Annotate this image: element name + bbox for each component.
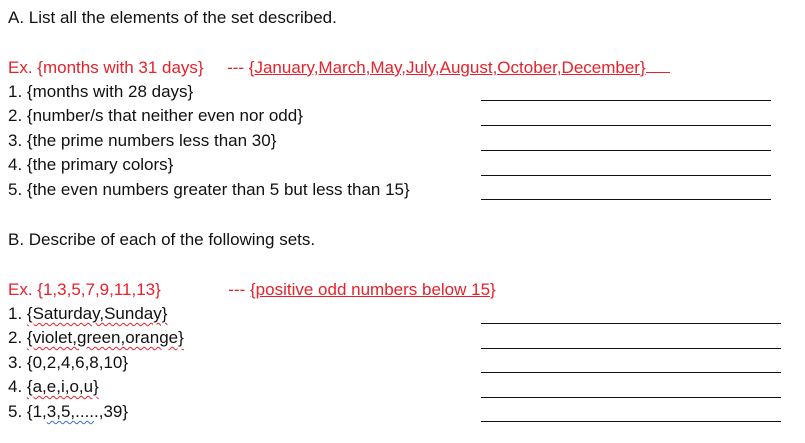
part-b-item-1-number: 1. [8,304,27,323]
part-a-answer-blank-5[interactable] [481,199,771,200]
part-b-answer-blank-2[interactable] [481,348,781,349]
part-a-answer-blank-1[interactable] [481,100,771,101]
part-b-example-label: Ex. {1,3,5,7,9,11,13} [8,280,161,299]
part-a-answer-blank-2[interactable] [481,125,771,126]
part-a-answer-blank-3[interactable] [481,150,771,151]
part-b-item-1 [8,304,167,324]
part-a-example-separator: --- [227,58,245,77]
part-b-answer-blank-4[interactable] [481,397,781,398]
part-a-example-underline [646,58,670,73]
part-b-item-4 [8,377,99,397]
part-b-item-2-set: {violet,green,orange} [26,328,184,347]
part-b-item-3-set: {0,2,4,6,8,10} [26,353,129,372]
part-a-item-1: 1. {months with 28 days} [8,82,194,101]
part-a-item-3: 3. {the prime numbers less than 30} [8,131,277,150]
part-b-answer-blank-5[interactable] [481,421,781,422]
part-b-item-3-number: 3. [8,353,27,372]
part-b-example-separator: --- [228,280,246,299]
part-b-item-2-number: 2. [8,328,27,347]
part-a-item-5: 5. {the even numbers greater than 5 but less than 15} [8,180,410,199]
part-b-item-5-start: 5. {1, [8,402,47,421]
part-b-item-4-number: 4. [8,377,27,396]
part-a-item-2: 2. {number/s that neither even nor odd} [8,106,303,125]
part-b-item-5-end: .,39} [94,402,129,421]
part-a-example-answer: {January,March,May,July,August,October,December} [248,58,646,77]
part-a-answer-blank-4[interactable] [481,175,771,176]
part-b-example [8,280,496,300]
part-b-answer-blank-3[interactable] [481,372,781,373]
part-b-item-2 [8,328,184,348]
part-b-item-5-middle: 3,5,.... [46,402,95,421]
part-b-item-5 [8,402,128,422]
part-b-example-answer: {positive odd numbers below 15} [250,280,496,299]
part-b-item-1-set: {Saturday,Sunday} [26,304,168,323]
part-a-item-4: 4. {the primary colors} [8,155,174,174]
part-a-example-label: Ex. {months with 31 days} [8,58,204,77]
part-a-heading: A. List all the elements of the set described. [8,8,337,27]
part-b-item-4-set: {a,e,i,o,u} [26,377,99,396]
part-a-example [8,58,670,78]
part-b-item-3 [8,353,128,373]
part-b-answer-blank-1[interactable] [481,323,781,324]
part-b-heading: B. Describe of each of the following sets. [8,230,316,249]
